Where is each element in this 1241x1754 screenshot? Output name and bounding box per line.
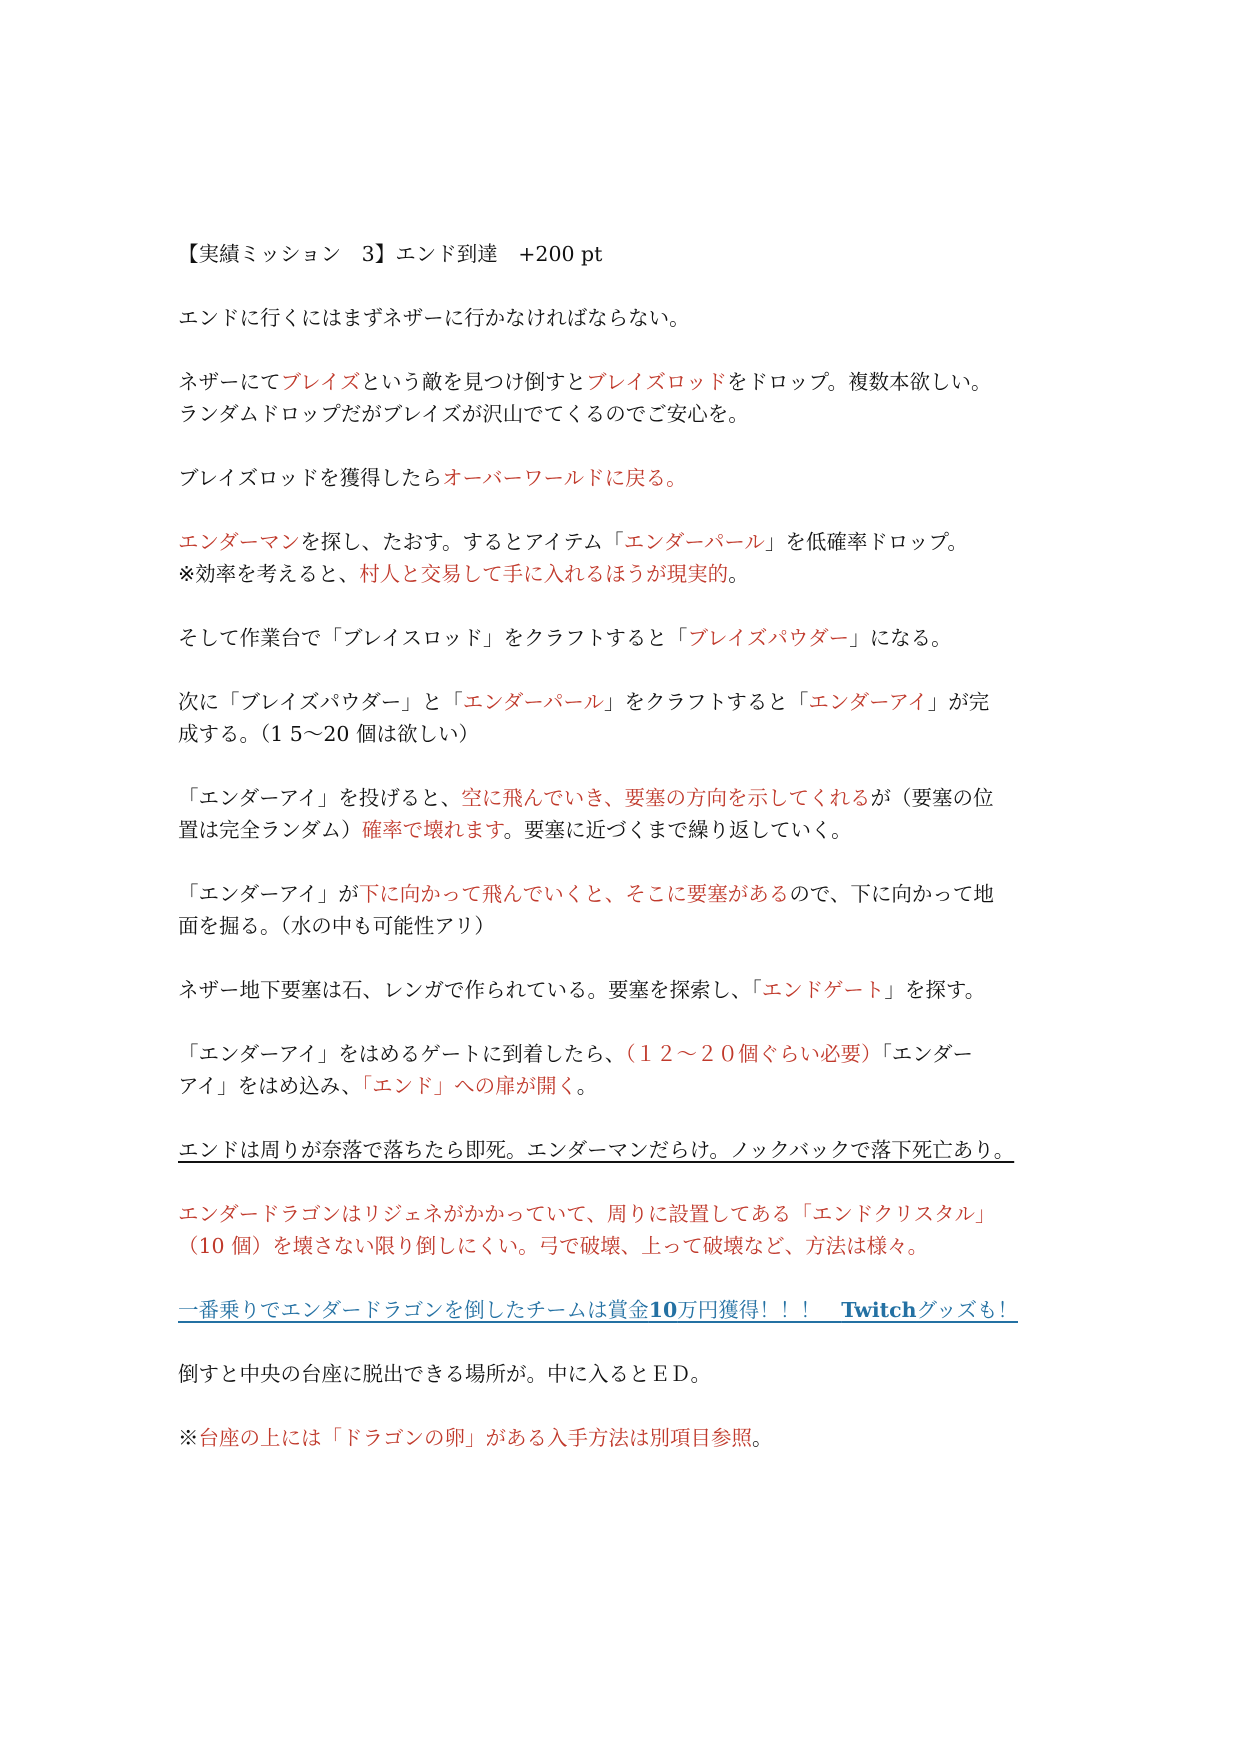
text-span: 万円獲得！！！	[677, 1298, 842, 1322]
text-span: ランダムドロップだがブレイズが沢山でてくるのでご安心を。	[178, 402, 749, 426]
paragraph-fortress	[178, 974, 1078, 1006]
text-span: ※効率を考えると、	[178, 562, 360, 586]
highlight-span: （１２～２０個ぐらい必要）	[625, 1042, 882, 1066]
text-span: ので、下に向かって地	[789, 882, 994, 906]
paragraph-end-warning: エンドは周りが奈落で落ちたら即死。エンダーマンだらけ。ノックバックで落下死亡あり。	[178, 1138, 1015, 1162]
paragraph-nether-intro: エンドに行くにはまずネザーに行かなければならない。	[178, 306, 690, 330]
highlight-span: 「エンド」への扉が開く	[361, 1074, 577, 1098]
paragraph-escape: 倒すと中央の台座に脱出できる場所が。中に入るとＥＤ。	[178, 1362, 711, 1386]
text-span: 」を探す。	[884, 978, 986, 1002]
text-span: 一番乗りでエンダードラゴンを倒したチームは賞金	[178, 1298, 649, 1322]
text-span: ネザー地下要塞は石、レンガで作られている。要塞を探索し、「	[178, 978, 762, 1002]
paragraph-end-gate	[178, 1038, 1078, 1102]
paragraph-blaze	[178, 366, 1078, 430]
highlight-span: オーバーワールドに戻る。	[442, 466, 687, 490]
text-span: 「エンダーアイ」をはめるゲートに到着したら、	[178, 1042, 626, 1066]
text-span: 。	[576, 1074, 598, 1098]
paragraph-dragon-egg	[178, 1422, 1078, 1454]
text-span: 置は完全ランダム）	[178, 818, 362, 842]
highlight-span: 台座の上には「ドラゴンの卵」がある入手方法は別項目参照	[198, 1426, 752, 1450]
highlight-span: 空に飛んでいき、要塞の方向を示してくれる	[461, 786, 871, 810]
highlight-span: 下に向かって飛んでいくと、そこに要塞がある	[358, 882, 790, 906]
text-span: 。要塞に近づくまで繰り返していく。	[503, 818, 852, 842]
prize-amount: 10	[648, 1298, 678, 1322]
paragraph-throw-eye	[178, 782, 1078, 846]
twitch-label: Twitch	[841, 1298, 917, 1322]
highlight-span: エンドゲート	[761, 978, 885, 1002]
text-span: をドロップ。複数本欲しい。	[727, 370, 992, 394]
highlight-span: エンダーパール	[623, 530, 765, 554]
text-span: 次に「ブレイズパウダー」と「	[178, 690, 463, 714]
text-span: ネザーにて	[178, 370, 281, 394]
highlight-span: エンダーアイ	[808, 690, 928, 714]
text-span: が（要塞の位	[870, 786, 994, 810]
text-span: 「エンダーアイ」を投げると、	[178, 786, 462, 810]
paragraph-prize	[178, 1294, 1078, 1326]
text-span: という敵を見つけ倒すと	[360, 370, 586, 394]
text-span: そして作業台で「ブレイスロッド」をクラフトすると「	[178, 626, 688, 650]
highlight-span: エンダーマン	[178, 530, 301, 554]
text-span: 」を低確率ドロップ。	[764, 530, 968, 554]
highlight-span: ブレイズロッド	[585, 370, 727, 394]
text-span: 面を掘る。（水の中も可能性アリ）	[178, 914, 495, 938]
highlight-span: 確率で壊れます	[361, 818, 504, 842]
paragraph-enderman	[178, 526, 1078, 590]
text-span: 」をクラフトすると「	[604, 690, 809, 714]
text-span: （10 個）を壊さない限り倒しにくい。弓で破壊、上って破壊など、方法は様々。	[178, 1234, 929, 1258]
text-span: ※	[178, 1426, 199, 1450]
text-span: ブレイズロッドを獲得したら	[178, 466, 443, 490]
text-span: 。	[752, 1426, 773, 1450]
text-span: を探し、たおす。するとアイテム「	[300, 530, 624, 554]
text-span: アイ」をはめ込み、	[178, 1074, 362, 1098]
text-span: 「エンダー	[881, 1042, 973, 1066]
highlight-span: ブレイズパウダー	[687, 626, 850, 650]
mission-heading: 【実績ミッション 3】エンド到達 +200 pt	[178, 242, 603, 266]
text-span: 成する。（1 5～20 個は欲しい）	[178, 722, 479, 746]
paragraph-dig-down	[178, 878, 1078, 942]
paragraph-blaze-powder	[178, 622, 1078, 654]
text-span: 。	[728, 562, 749, 586]
text-span: 」になる。	[849, 626, 952, 650]
paragraph-return-overworld	[178, 462, 1078, 494]
paragraph-ender-dragon	[178, 1198, 1078, 1262]
text-span: 」が完	[927, 690, 990, 714]
highlight-span: エンダーパール	[462, 690, 604, 714]
text-span: エンダードラゴンはリジェネがかかっていて、周りに設置してある「エンドクリスタル」	[178, 1202, 996, 1226]
paragraph-ender-eye-craft	[178, 686, 1078, 750]
text-span: 「エンダーアイ」が	[178, 882, 359, 906]
highlight-span: 村人と交易して手に入れるほうが現実的	[359, 562, 729, 586]
highlight-span: ブレイズ	[280, 370, 361, 394]
text-span: グッズも！	[916, 1298, 1018, 1322]
